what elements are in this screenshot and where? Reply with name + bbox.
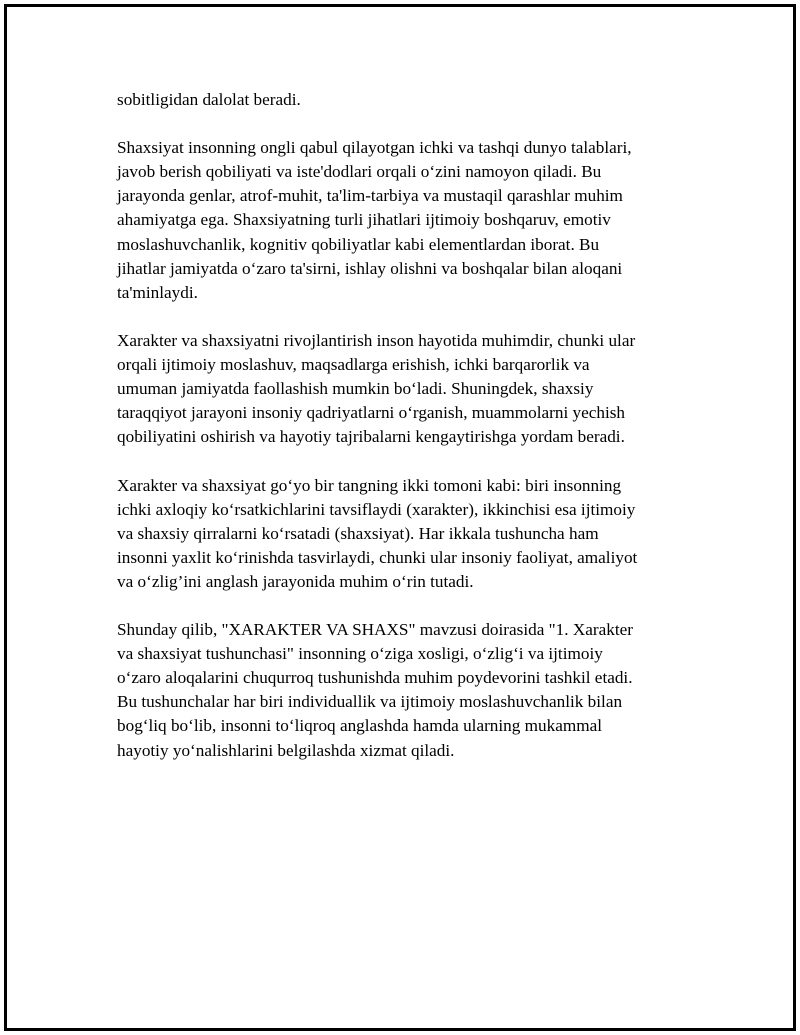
- text-line: umuman jamiyatda faollashish mumkin bo‘ladi. Shuningdek, shaxsiy: [117, 379, 594, 399]
- paragraph-4: [117, 474, 687, 594]
- text-line: jarayonda genlar, atrof-muhit, ta'lim-tarbiya va mustaqil qarashlar muhim: [117, 186, 623, 206]
- text-line: moslashuvchanlik, kognitiv qobiliyatlar kabi elementlardan iborat. Bu: [117, 234, 600, 254]
- text-line: ahamiyatga ega. Shaxsiyatning turli jihatlari ijtimoiy boshqaruv, emotiv: [117, 210, 611, 230]
- text-line: Shaxsiyat insonning ongli qabul qilayotgan ichki va tashqi dunyo talablari,: [117, 138, 632, 158]
- paragraph-1: [117, 88, 687, 112]
- text-line: Xarakter va shaxsiyat go‘yo bir tangning ikki tomoni kabi: biri insonning: [117, 475, 622, 495]
- text-line: va shaxsiy qirralarni ko‘rsatadi (shaxsiyat). Har ikkala tushuncha ham: [117, 523, 599, 543]
- text-line: ta'minlaydi.: [117, 282, 198, 302]
- text-line: orqali ijtimoiy moslashuv, maqsadlarga erishish, ichki barqarorlik va: [117, 355, 590, 375]
- text-line: Bu tushunchalar har biri individuallik va ijtimoiy moslashuvchanlik bilan: [117, 692, 623, 712]
- text-line: ichki axloqiy ko‘rsatkichlarini tavsiflaydi (xarakter), ikkinchisi esa ijtimoiy: [117, 499, 636, 519]
- paragraph-2: [117, 136, 687, 305]
- paragraph-3: [117, 329, 687, 449]
- text-line: Shunday qilib, "XARAKTER VA SHAXS" mavzusi doirasida "1. Xarakter: [117, 620, 633, 640]
- text-line: taraqqiyot jarayoni insoniy qadriyatlarni o‘rganish, muammolarni yechish: [117, 403, 626, 423]
- text-line: qobiliyatini oshirish va hayotiy tajribalarni kengaytirishga yordam beradi.: [117, 427, 625, 447]
- document-body: [117, 88, 687, 787]
- text-line: bog‘liq bo‘lib, insonni to‘liqroq anglashda hamda ularning mukammal: [117, 716, 602, 736]
- text-line: o‘zaro aloqalarini chuqurroq tushunishda muhim poydevorini tashkil etadi.: [117, 668, 633, 688]
- text-line: javob berish qobiliyati va iste'dodlari orqali o‘zini namoyon qiladi. Bu: [117, 162, 602, 182]
- text-line: Xarakter va shaxsiyatni rivojlantirish inson hayotida muhimdir, chunki ular: [117, 330, 636, 350]
- text-line: hayotiy yo‘nalishlarini belgilashda xizmat qiladi.: [117, 740, 455, 760]
- text-line: insonni yaxlit ko‘rinishda tasvirlaydi, chunki ular insoniy faoliyat, amaliyot: [117, 547, 638, 567]
- text-line: va o‘zlig’ini anglash jarayonida muhim o‘rin tutadi.: [117, 571, 474, 591]
- paragraph-5: [117, 618, 687, 763]
- text-line: sobitligidan dalolat beradi.: [117, 90, 301, 109]
- text-line: va shaxsiyat tushunchasi" insonning o‘ziga xosligi, o‘zlig‘i va ijtimoiy: [117, 644, 603, 664]
- text-line: jihatlar jamiyatda o‘zaro ta'sirni, ishlay olishni va boshqalar bilan aloqani: [117, 258, 623, 278]
